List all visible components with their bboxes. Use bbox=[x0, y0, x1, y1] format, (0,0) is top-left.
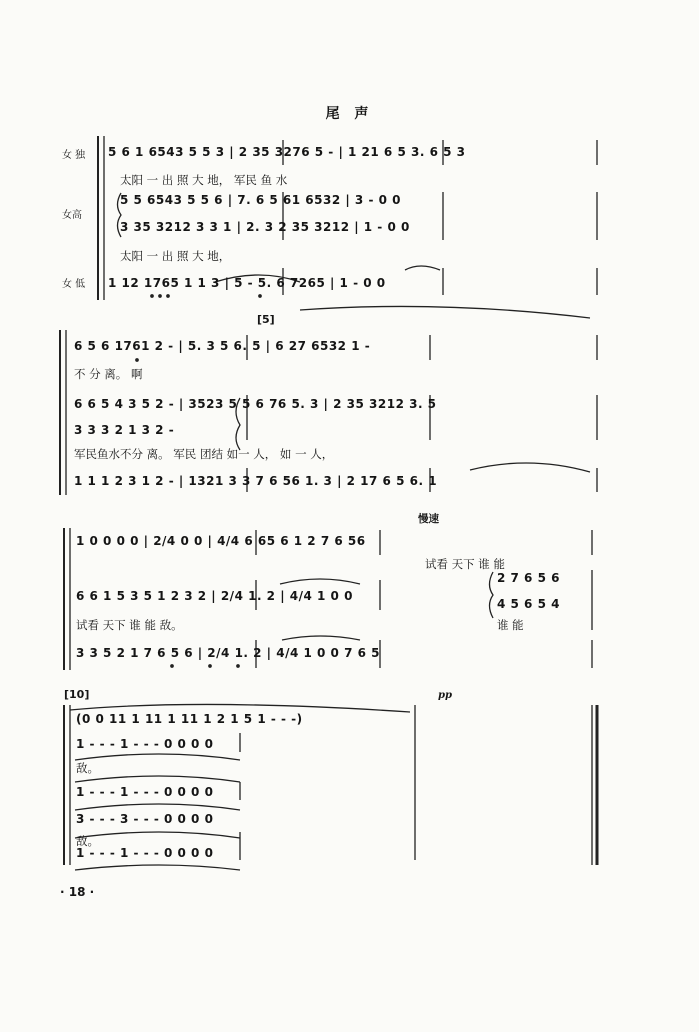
system2-solo-lyric: 不 分 离。 啊 bbox=[74, 367, 143, 381]
system2-low-line: 1 1 1 2 3 1 2 - | 1321 3 3 7 6 56 1. 3 | 2 17 6 5 6. 1 bbox=[74, 474, 438, 488]
system1-solo-line: 5 6 1 6543 5 5 3 | 2 35 3276 5 - | 1 21 6 5 3. 6 5 3 bbox=[108, 145, 466, 159]
system3-solo-lyric-end: 试看 天下 谁 能 bbox=[425, 557, 505, 571]
section-title: 尾 声 bbox=[325, 106, 374, 122]
part-label-alto: 女高 bbox=[62, 210, 82, 221]
tempo-marking: 慢速 bbox=[418, 513, 439, 525]
system3-alto-line: 6 6 1 5 3 5 1 2 3 2 | 2/4 1. 2 | 4/4 1 0 0 bbox=[76, 589, 353, 603]
system2-alto-lyric: 军民鱼水不分 离。 军民 团结 如一 人， 如 一 人， bbox=[74, 447, 334, 461]
page-number: · 18 · bbox=[60, 885, 95, 899]
dynamic-pp: pp bbox=[438, 690, 452, 701]
part-label-low: 女 低 bbox=[62, 279, 86, 290]
system3-solo-line: 1 0 0 0 0 | 2/4 0 0 | 4/4 6 65 6 1 2 7 6 56 bbox=[76, 534, 366, 548]
system3-low-line: 3 3 5 2 1 7 6 5 6 | 2/4 1. 2 | 4/4 1 0 0 7 6 5 bbox=[76, 646, 380, 660]
system4-voice2-lyric: 敌。 bbox=[76, 761, 99, 775]
system2-alto2-line: 3 3 3 2 1 3 2 - bbox=[74, 423, 175, 437]
system4-top-line: (0 0 11 1 11 1 11 1 2 1 5 1 - - -) bbox=[76, 712, 303, 726]
system3-alto-lyric: 试看 天下 谁 能 敌。 bbox=[76, 618, 183, 632]
system2-alto1-line: 6 6 5 4 3 5 2 - | 3523 5 5 6 76 5. 3 | 2 35 3212 3. 5 bbox=[74, 397, 437, 411]
system3-alto-div2: 4 5 6 5 4 bbox=[497, 597, 560, 611]
system1-alto-lyric: 太阳 一 出 照 大 地， bbox=[120, 249, 231, 263]
system4-voice4-lyric: 敌。 bbox=[76, 834, 99, 848]
part-label-solo: 女 独 bbox=[62, 150, 86, 161]
system3-alto-div1: 2 7 6 5 6 bbox=[497, 571, 560, 585]
rehearsal-mark-5: [5] bbox=[257, 313, 275, 326]
system1-solo-lyric: 太阳 一 出 照 大 地， 军民 鱼 水 bbox=[120, 173, 288, 187]
system2-solo-line: 6 5 6 1761 2 - | 5. 3 5 6. 5 | 6 27 6532 1 - bbox=[74, 339, 371, 353]
system4-voice3-line: 1 - - - 1 - - - 0 0 0 0 bbox=[76, 785, 214, 799]
system3-alto-lyric-end: 谁 能 bbox=[497, 618, 524, 632]
system1-alto1-line: 5 5 6543 5 5 6 | 7. 6 5 61 6532 | 3 - 0 0 bbox=[120, 193, 401, 207]
system1-low-line: 1 12 1765 1 1 3 | 5 - 5. 6 7265 | 1 - 0 0 bbox=[108, 276, 386, 290]
system4-voice2-line: 1 - - - 1 - - - 0 0 0 0 bbox=[76, 737, 214, 751]
system1-alto2-line: 3 35 3212 3 3 1 | 2. 3 2 35 3212 | 1 - 0 0 bbox=[120, 220, 410, 234]
system4-voice5-line: 1 - - - 1 - - - 0 0 0 0 bbox=[76, 846, 214, 860]
rehearsal-mark-10: [10] bbox=[64, 688, 90, 701]
system4-voice4-line: 3 - - - 3 - - - 0 0 0 0 bbox=[76, 812, 214, 826]
